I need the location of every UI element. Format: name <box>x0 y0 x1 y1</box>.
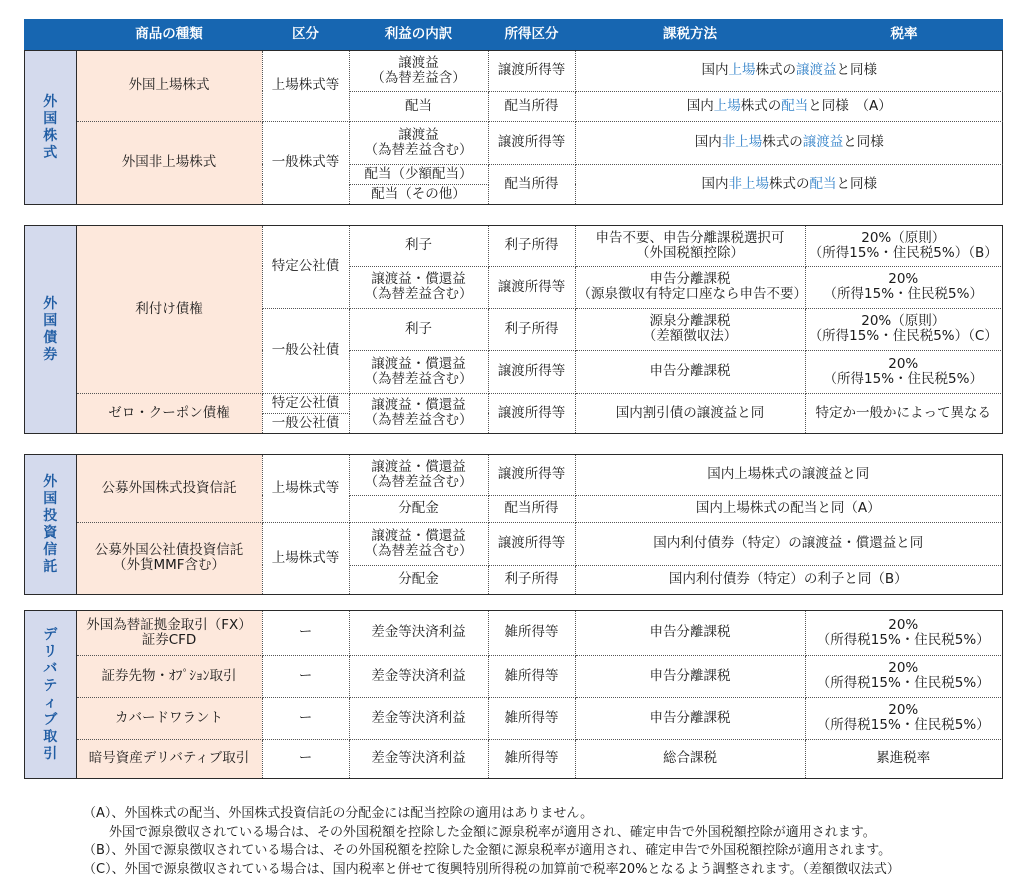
profit-cell: 配当（少額配当） <box>349 164 488 184</box>
product-cell: カバードワラント <box>76 697 262 739</box>
header-income: 所得区分 <box>488 19 575 50</box>
division-cell: 一般公社債 <box>262 308 349 393</box>
header-corner <box>24 19 76 50</box>
profit-cell: 配当（その他） <box>349 184 488 204</box>
profit-cell: 分配金 <box>349 495 488 522</box>
product-cell: 公募外国公社債投資信託 （外貨MMF含む） <box>76 522 262 594</box>
division-cell: 一般株式等 <box>262 121 349 204</box>
method-cell: 国内上場株式の譲渡益と同 <box>575 455 1001 495</box>
rate-cell: 20%（原則） （所得15%・住民税5%）（C） <box>805 308 1001 350</box>
income-cell: 譲渡所得等 <box>488 393 575 433</box>
method-cell: 国内割引債の譲渡益と同 <box>575 393 805 433</box>
method-cell: 申告分離課税 <box>575 611 805 655</box>
header-division: 区分 <box>262 19 349 50</box>
profit-cell: 分配金 <box>349 565 488 594</box>
rate-cell: 20% （所得税15%・住民税5%） <box>805 655 1001 697</box>
method-cell: 国内上場株式の配当と同（A） <box>575 495 1001 522</box>
header-profit: 利益の内訳 <box>349 19 488 50</box>
product-cell: 利付け債権 <box>76 226 262 393</box>
category-label: 外 国 投 資 信 託 <box>25 455 76 594</box>
rate-cell: 20% （所得税15%・住民税5%） <box>805 611 1001 655</box>
section-foreign-bonds <box>24 225 1003 434</box>
product-cell: 外国為替証拠金取引（FX） 証券CFD <box>76 611 262 655</box>
division-cell: ー <box>262 611 349 655</box>
footnote-a: （A）、外国株式の配当、外国株式投資信託の分配金には配当控除の適用はありません。 <box>83 806 594 821</box>
method-cell: 国内上場株式の配当と同様 （A） <box>575 91 1003 121</box>
section-foreign-stocks <box>24 50 1003 205</box>
income-cell: 譲渡所得等 <box>488 266 575 308</box>
profit-cell: 譲渡益・償還益 （為替差益含む） <box>349 455 488 495</box>
section-foreign-investment-trusts <box>24 454 1003 595</box>
income-cell: 譲渡所得等 <box>488 522 575 565</box>
division-cell: 上場株式等 <box>262 51 349 121</box>
method-cell: 国内非上場株式の配当と同様 <box>575 164 1003 204</box>
method-cell: 国内利付債券（特定）の利子と同（B） <box>575 565 1001 594</box>
method-cell: 申告分離課税 <box>575 697 805 739</box>
profit-cell: 配当 <box>349 91 488 121</box>
rate-cell: 20% （所得税15%・住民税5%） <box>805 697 1001 739</box>
division-cell: 一般公社債 <box>262 413 349 433</box>
product-cell: ゼロ・クーポン債権 <box>76 393 262 433</box>
profit-cell: 譲渡益 （為替差益含） <box>349 51 488 91</box>
footnotes <box>83 805 900 879</box>
profit-cell: 譲渡益 （為替差益含む） <box>349 121 488 164</box>
division-cell: 特定公社債 <box>262 226 349 308</box>
product-cell: 公募外国株式投資信託 <box>76 455 262 522</box>
rate-cell: 20% （所得15%・住民税5%） <box>805 266 1001 308</box>
footnote-c: （C）、外国で源泉徴収されている場合は、国内税率と併せて復興特別所得税の加算前で税率20%となるよう調整されます。（差額徴収法式） <box>83 861 900 877</box>
division-cell: ー <box>262 655 349 697</box>
profit-cell: 利子 <box>349 308 488 350</box>
category-label: 外 国 株 式 <box>25 51 76 204</box>
income-cell: 譲渡所得等 <box>488 121 575 164</box>
division-cell: 特定公社債 <box>262 393 349 413</box>
income-cell: 配当所得 <box>488 91 575 121</box>
rate-cell: 特定か一般かによって異なる <box>805 393 1001 433</box>
income-cell: 雑所得等 <box>488 697 575 739</box>
rate-cell: 20%（原則） （所得15%・住民税5%）（B） <box>805 226 1001 266</box>
division-cell: ー <box>262 697 349 739</box>
income-cell: 利子所得 <box>488 226 575 266</box>
profit-cell: 譲渡益・償還益 （為替差益含む） <box>349 350 488 393</box>
product-cell: 外国上場株式 <box>76 51 262 121</box>
profit-cell: 譲渡益・償還益 （為替差益含む） <box>349 393 488 433</box>
product-cell: 外国非上場株式 <box>76 121 262 204</box>
method-cell: 申告分離課税 <box>575 350 805 393</box>
profit-cell: 差金等決済利益 <box>349 739 488 778</box>
income-cell: 譲渡所得等 <box>488 455 575 495</box>
division-cell: 上場株式等 <box>262 455 349 522</box>
method-cell: 申告分離課税 <box>575 655 805 697</box>
profit-cell: 譲渡益・償還益 （為替差益含む） <box>349 522 488 565</box>
profit-cell: 利子 <box>349 226 488 266</box>
income-cell: 利子所得 <box>488 308 575 350</box>
income-cell: 譲渡所得等 <box>488 350 575 393</box>
income-cell: 配当所得 <box>488 495 575 522</box>
header-row <box>24 19 1003 50</box>
income-cell: 雑所得等 <box>488 611 575 655</box>
profit-cell: 譲渡益・償還益 （為替差益含む） <box>349 266 488 308</box>
category-label: 外 国 債 券 <box>25 226 76 433</box>
division-cell: ー <box>262 739 349 778</box>
section-derivatives <box>24 610 1003 779</box>
header-method: 課税方法 <box>575 19 805 50</box>
profit-cell: 差金等決済利益 <box>349 655 488 697</box>
product-cell: 暗号資産デリバティブ取引 <box>76 739 262 778</box>
header-product: 商品の種類 <box>76 19 262 50</box>
income-cell: 利子所得 <box>488 565 575 594</box>
income-cell: 譲渡所得等 <box>488 51 575 91</box>
header-rate: 税率 <box>805 19 1003 50</box>
rate-cell: 20% （所得15%・住民税5%） <box>805 350 1001 393</box>
rate-cell: 累進税率 <box>805 739 1001 778</box>
method-cell: 国内上場株式の譲渡益と同様 <box>575 51 1003 91</box>
income-cell: 配当所得 <box>488 164 575 204</box>
income-cell: 雑所得等 <box>488 739 575 778</box>
method-cell: 源泉分離課税 （差額徴収法） <box>575 308 805 350</box>
category-label: デ リ バ テ ィ ブ 取 引 <box>25 611 76 778</box>
method-cell: 申告不要、申告分離課税選択可 （外国税額控除） <box>575 226 805 266</box>
method-cell: 国内非上場株式の譲渡益と同様 <box>575 121 1003 164</box>
product-cell: 証券先物・ｵﾌﾟｼｮﾝ取引 <box>76 655 262 697</box>
footnote-a-continued: 外国で源泉徴収されている場合は、その外国税額を控除した金額に源泉税率が適用され、確定申告で外国税額控除が適用されます。 <box>83 824 876 840</box>
division-cell: 上場株式等 <box>262 522 349 594</box>
profit-cell: 差金等決済利益 <box>349 611 488 655</box>
income-cell: 雑所得等 <box>488 655 575 697</box>
footnote-b: （B）、外国で源泉徴収されている場合は、その外国税額を控除した金額に源泉税率が適用され、確定申告で外国税額控除が適用されます。 <box>83 843 892 858</box>
method-cell: 総合課税 <box>575 739 805 778</box>
method-cell: 国内利付債券（特定）の譲渡益・償還益と同 <box>575 522 1001 565</box>
method-cell: 申告分離課税 （源泉徴収有特定口座なら申告不要） <box>575 266 805 308</box>
profit-cell: 差金等決済利益 <box>349 697 488 739</box>
